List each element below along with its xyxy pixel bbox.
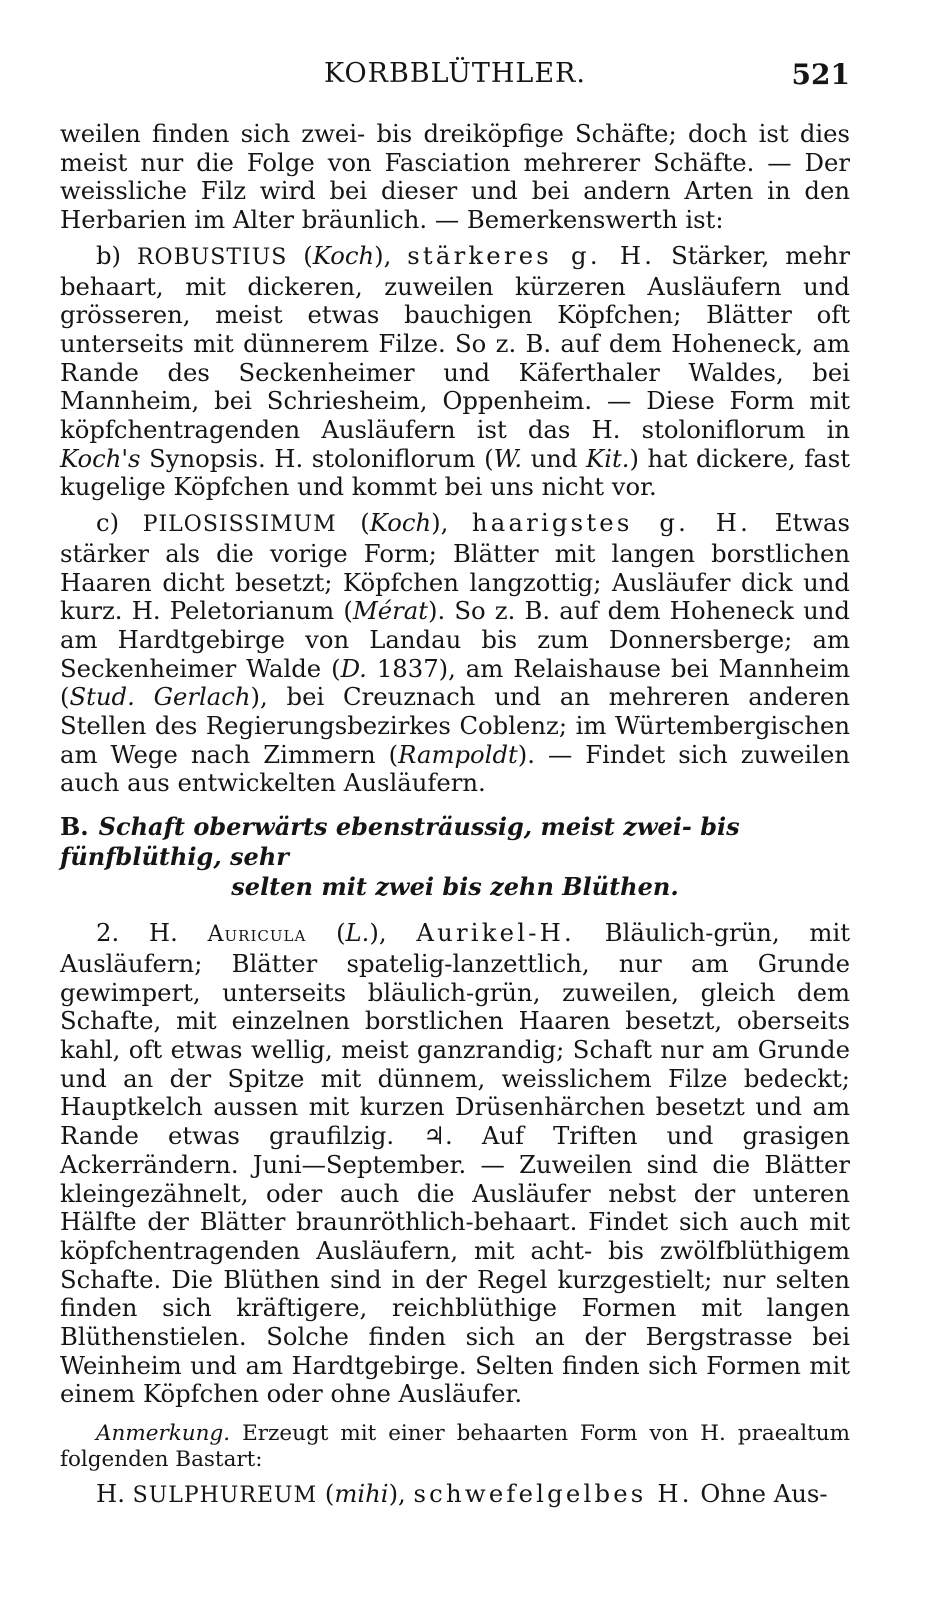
common-name: schwefelgelbes H. bbox=[413, 1479, 693, 1509]
author: Stud. Gerlach bbox=[69, 682, 251, 712]
variety-label: c) bbox=[96, 508, 120, 538]
section-line-1: Schaft oberwärts ebensträussig, meist zwei- bis fünfblüthig, sehr bbox=[60, 812, 740, 872]
page-body bbox=[60, 120, 850, 1511]
variety-name: ROBUSTIUS bbox=[136, 244, 288, 270]
author: mihi bbox=[334, 1479, 389, 1509]
author: Koch bbox=[369, 508, 432, 538]
variety-name: PILOSISSIMUM bbox=[142, 512, 337, 538]
species-name: Auricula bbox=[207, 922, 307, 948]
remark-paragraph: Anmerkung. Erzeugt mit einer behaarten Form von H. praealtum folgenden Bastart: bbox=[60, 1421, 850, 1473]
author: L. bbox=[345, 918, 370, 948]
hybrid-paragraph: H. SULPHUREUM (mihi), schwefelgelbes H. Ohne Aus- bbox=[96, 1479, 828, 1509]
section-line-2: selten mit zwei bis zehn Blüthen. bbox=[231, 872, 679, 902]
common-name: Aurikel-H. bbox=[416, 918, 575, 948]
reference: Koch's bbox=[60, 443, 141, 473]
page-number: 521 bbox=[791, 58, 850, 91]
common-name: stärkeres g. H. bbox=[407, 240, 656, 270]
common-name: haarigstes g. H. bbox=[471, 508, 752, 538]
variety-c-paragraph: c) PILOSISSIMUM (Koch), haarigstes g. H. Etwas stärker als die vorige Form; Blätter mit langen borstlichen Haaren dicht besetzt; Köpfchen langzottig; Ausläufer dick und kurz. H. Peletorianum (Mérat). So z. B. auf dem Hoheneck und am Hardtgebirge von Landau bis zum Donnersberge; am Seckenheimer Walde (D. 1837), am Relaishause bei Mannheim (Stud. Gerlach), bei Creuznach und an mehreren anderen Stellen des Regierungsbezirkes Coblenz; im Würtembergischen am Wege nach Zimmern (Rampoldt). — Findet sich zuweilen auch aus entwickelten Ausläufern. bbox=[60, 508, 851, 798]
section-heading-b bbox=[60, 812, 850, 901]
running-head: KORBBLÜTHLER. bbox=[324, 58, 586, 89]
author: Rampoldt bbox=[398, 739, 518, 769]
variety-label: b) bbox=[96, 240, 122, 270]
page-header bbox=[60, 58, 850, 98]
variety-b-paragraph: b) ROBUSTIUS (Koch), stärkeres g. H. Stärker, mehr behaart, mit dickeren, zuweilen kürzeren Ausläufern und grösseren, meist etwas bauchigen Köpfchen; Blätter oft unterseits mit dünnerem Filze. So z. B. auf dem Hoheneck, am Rande des Seckenheimer und Käferthaler Waldes, bei Mannheim, bei Schriesheim, Oppenheim. — Diese Form mit köpfchentragenden Ausläufern ist das H. stoloniflorum in Koch's Synopsis. H. stoloniflorum (W. und Kit.) hat dickere, fast kugelige Köpfchen und kommt bei uns nicht vor. bbox=[60, 240, 850, 502]
author: Koch bbox=[312, 240, 375, 270]
hybrid-name: SULPHUREUM bbox=[132, 1483, 318, 1509]
paragraph-continuation: weilen finden sich zwei- bis dreiköpfige Schäfte; doch ist dies meist nur die Folge von Fasciation mehrerer Schäfte. — Der weissliche Filz wird bei dieser und bei andern Arten in den Herbarien im Alter bräunlich. — Bemerkenswerth ist: bbox=[60, 119, 850, 235]
author: D. bbox=[340, 653, 367, 683]
author: Mérat bbox=[352, 596, 428, 626]
species-number: 2. H. bbox=[96, 918, 178, 948]
species-2-paragraph: 2. H. Auricula (L.), Aurikel-H. Bläulich-grün, mit Ausläufern; Blätter spatelig-lanzettlich, nur am Grunde gewimpert, unterseits bläulich-grün, zuweilen, gleich dem Schafte, mit einzelnen borstlichen Haaren besetzt, oberseits kahl, oft etwas wellig, meist ganzrandig; Schaft nur am Grunde und an der Spitze mit dünnem, weisslichem Filze bedeckt; Hauptkelch aussen mit kurzen Drüsenhärchen besetzt und am Rande etwas graufilzig. ♃. Auf Triften und grasigen Ackerrändern. Juni—September. — Zuweilen sind die Blätter kleingezähnelt, oder auch die Ausläufer nebst der unteren Hälfte der Blätter braunröthlich-behaart. Findet sich auch mit köpfchentragenden Ausläufern, mit acht- bis zwölfblüthigem Schafte. Die Blüthen sind in der Regel kurzgestielt; nur selten finden sich kräftigere, reichblüthige Formen mit langen Blüthenstielen. Solche finden sich an der Bergstrasse bei Weinheim und am Hardtgebirge. Selten finden sich Formen mit einem Köpfchen oder ohne Ausläufer. bbox=[60, 918, 850, 1409]
author: W. bbox=[493, 443, 523, 473]
remark-label: Anmerkung. bbox=[96, 1421, 231, 1447]
author: Kit. bbox=[586, 443, 630, 473]
section-label: B. bbox=[60, 812, 89, 842]
